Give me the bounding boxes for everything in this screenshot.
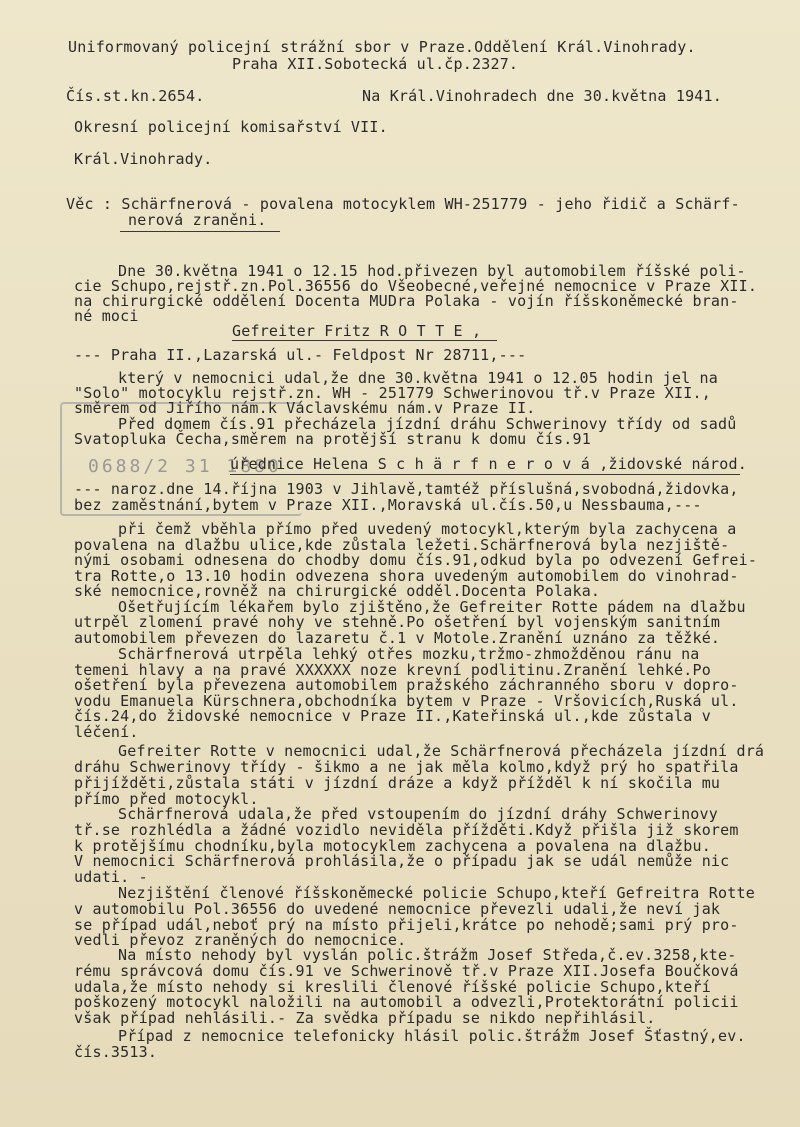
body-line: vodu Emanuela Kürschnera,obchodníka bytem v Praze - Vršovicích,Ruská ul.: [74, 692, 739, 710]
body-line: udala,že místo nehody si kreslili členové říšské policie Schupo,kteří: [74, 978, 711, 996]
body-line: vedli převoz zraněných do nemocnice.: [74, 931, 407, 949]
body-line: nými osobami odnesena do chodby domu čís.91,odkud byla po odvezení Gefrei-: [74, 551, 758, 569]
body-line: k protějšímu chodníku,byla motocyklem zachycena a povalena na dlažbu.: [74, 837, 711, 855]
person-name-scharfnerova: úřednice Helena S c h ä r f n e r o v á ,židovské národ.: [230, 455, 747, 473]
body-line: Schärfnerová udala,že před vstoupením do jízdní dráhy Schwerinovy: [118, 805, 718, 823]
body-line: Na místo nehody byl vyslán polic.štrážm Josef Středa,č.ev.3258,kte-: [118, 946, 737, 964]
stamp-number: 0688/2 31 1880: [88, 456, 282, 477]
body-line: né moci: [74, 307, 139, 325]
reference-number: Čís.st.kn.2654.: [66, 87, 205, 105]
body-line: při čemž vběhla přímo před uvedený motocykl,kterým byla zachycena a: [118, 520, 737, 538]
recipient-line-2: Král.Vinohrady.: [74, 150, 213, 168]
body-line: přijížděti,zůstala státi v jízdní dráze a když přížděl k ní skočila mu: [74, 774, 721, 792]
body-line: se případ udál,neboť prý na místo přijeli,krátce po nehodě;sami prý pro-: [74, 916, 739, 934]
body-line: Dne 30.května 1941 o 12.15 hod.přivezen byl automobilem říšské poli-: [118, 262, 746, 280]
body-line: který v nemocnici udal,že dne 30.května 1941 o 12.05 hodin jel na: [118, 369, 718, 387]
body-line: utrpěl zlomení pravé nohy ve stehně.Po ošetření byl vojenským sanitním: [74, 613, 721, 631]
body-line: temeni hlavy a na pravé XXXXXX noze krevní podlitinu.Zranění lehké.Po: [74, 661, 711, 679]
body-line: čís.24,do židovské nemocnice v Praze II.,Kateřinská ul.,kde zůstala v: [74, 707, 711, 725]
body-line: rému správcová domu čís.91 ve Schwerinově tř.v Praze XII.Josefa Boučková: [74, 962, 739, 980]
body-line: přímo před motocykl.: [74, 790, 259, 808]
body-line: tra Rotte,o 13.10 hodin odvezena shora uvedeným automobilem do vinohrad-: [74, 567, 739, 585]
date-line: Na Král.Vinohradech dne 30.května 1941.: [362, 87, 722, 105]
body-line: Případ z nemocnice telefonicky hlásil polic.štrážm Josef Šťastný,ev.: [118, 1027, 746, 1045]
body-line: --- Praha II.,Lazarská ul.- Feldpost Nr 28711,---: [74, 346, 527, 364]
body-line: dráhu Schwerinovy třídy - šikmo a ne jak měla kolmo,když prý ho spatřila: [74, 758, 739, 776]
body-line: čís.3513.: [74, 1043, 158, 1061]
body-line: ošetření byla převezena automobilem pražského záchranného sboru v dopro-: [74, 676, 739, 694]
body-line: Gefreiter Rotte v nemocnici udal,že Schärfnerová přecházela jízdní drá: [118, 742, 765, 760]
body-line: --- naroz.dne 14.října 1903 v Jihlavě,tamtéž příslušná,svobodná,židovka,: [74, 480, 739, 498]
subject-underline: [120, 231, 280, 232]
body-line: bez zaměstnání,bytem v Praze XII.,Moravská ul.čís.50,u Nessbauma,---: [74, 496, 702, 514]
recipient-line-1: Okresní policejní komisařství VII.: [74, 118, 388, 136]
body-line: poškozený motocykl naložili na automobil a odvezli,Protektorátní policii: [74, 993, 739, 1011]
body-line: směrem od Jiřího nám.k Václavskému nám.v Praze II.: [74, 399, 536, 417]
subject-line-2: nerová zraněni.: [128, 211, 267, 229]
body-line: povalena na dlažbu ulice,kde zůstala ležeti.Schärfnerová byla nezjiště-: [74, 536, 730, 554]
person-name-rotte: Gefreiter Fritz R O T T E ,: [232, 322, 482, 340]
body-line: však případ nehlásili.- Za svědka případu se nikdo nepřihlásil.: [74, 1009, 656, 1027]
body-line: léčení.: [74, 723, 139, 741]
body-line: Svatopluka Čecha,směrem na protější stranu k domu čís.91: [74, 430, 591, 448]
body-line: Před domem čís.91 přecházela jízdní dráhu Schwerinovy třídy od sadů: [118, 415, 737, 433]
body-line: na chirurgické oddělení Docenta MUDra Polaka - vojín říšskoněmecké bran-: [74, 292, 739, 310]
body-line: V nemocnici Schärfnerová prohlásila,že o případu jak se udál nemůže nic: [74, 852, 730, 870]
header-line-1: Uniformovaný policejní strážní sbor v Praze.Oddělení Král.Vinohrady.: [68, 38, 696, 56]
body-line: cie Schupo,rejstř.zn.Pol.36556 do Všeobecné,veřejné nemocnice v Praze XII.: [74, 277, 758, 295]
body-line: ské nemocnice,rovněž na chirurgické odděl.Docenta Polaka.: [74, 582, 601, 600]
body-line: "Solo" motocyklu rejstř.zn. WH - 251779 Schwerinovou tř.v Praze XII.,: [74, 384, 711, 402]
body-line: udati. -: [74, 868, 148, 886]
body-line: automobilem převezen do lazaretu č.1 v Motole.Zranění uznáno za těžké.: [74, 629, 721, 647]
name-underline: [230, 474, 740, 475]
body-line: v automobilu Pol.36556 do uvedené nemocnice převezli udali,že neví jak: [74, 900, 721, 918]
body-line: Schärfnerová utrpěla lehký otřes mozku,tržmo-zhmožděnou ránu na: [118, 645, 700, 663]
header-line-2: Praha XII.Sobotecká ul.čp.2327.: [232, 55, 519, 73]
body-line: tř.se rozhlédla a žádné vozidlo neviděla přížděti.Když přišla již skorem: [74, 821, 739, 839]
body-line: Nezjištění členové říšskoněmecké policie Schupo,kteří Gefreitra Rotte: [118, 884, 755, 902]
subject-line-1: Věc : Schärfnerová - povalena motocyklem WH-251779 - jeho řidič a Schärf-: [66, 195, 740, 213]
body-line: Ošetřujícím lékařem bylo zjištěno,že Gefreiter Rotte pádem na dlažbu: [118, 598, 746, 616]
name-underline: [232, 340, 497, 341]
